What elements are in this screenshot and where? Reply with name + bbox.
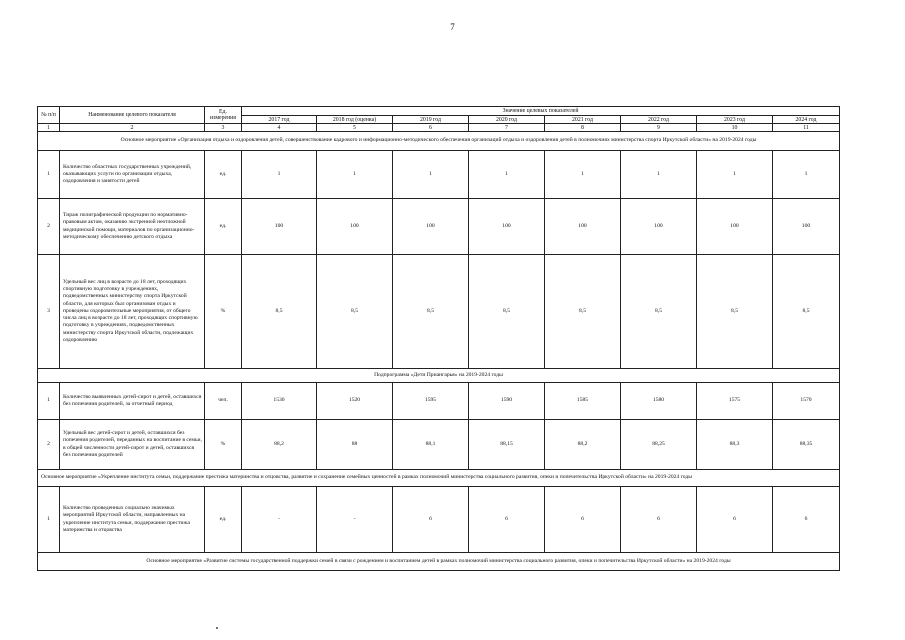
value-cell: 1	[242, 151, 317, 199]
indicator-name: Тираж полиграфической продукции по нормативно-правовым актам, оказанию экстренной неотложной медицинской помощи, материалов по организационно-методическому обеспечению детского отдыха	[60, 199, 205, 255]
section-title: Подпрограмма «Дети Приангарья» на 2019-2024 годы	[38, 369, 840, 383]
row-number: 1	[38, 487, 60, 553]
value-cell: 8,5	[621, 255, 697, 369]
section-row	[38, 553, 840, 571]
value-cell: 6	[393, 487, 469, 553]
table-row	[38, 487, 840, 553]
value-cell: 100	[773, 199, 840, 255]
page-number: 7	[450, 22, 455, 32]
value-cell: 6	[773, 487, 840, 553]
value-cell: 1	[621, 151, 697, 199]
column-number: 3	[205, 124, 242, 132]
unit-cell: чел.	[205, 383, 242, 420]
value-cell: 8,5	[697, 255, 773, 369]
column-number: 5	[317, 124, 393, 132]
value-cell: 1	[697, 151, 773, 199]
value-cell: 8,5	[469, 255, 545, 369]
value-cell: 8,5	[773, 255, 840, 369]
value-cell: -	[242, 487, 317, 553]
scan-speck	[216, 627, 218, 629]
value-cell: 1	[469, 151, 545, 199]
header-year: 2021 год	[545, 116, 621, 124]
value-cell: 1	[393, 151, 469, 199]
value-cell: 8,5	[242, 255, 317, 369]
value-cell: 6	[697, 487, 773, 553]
value-cell: 1530	[242, 383, 317, 420]
value-cell: 8,5	[545, 255, 621, 369]
value-cell: 88,25	[621, 420, 697, 470]
value-cell: 1580	[621, 383, 697, 420]
value-cell: 100	[469, 199, 545, 255]
value-cell: 6	[545, 487, 621, 553]
indicators-table	[37, 106, 840, 571]
value-cell: 88,1	[393, 420, 469, 470]
table-row	[38, 255, 840, 369]
column-number: 7	[469, 124, 545, 132]
indicator-name: Количество выявленных детей-сирот и детей, оставшихся без попечения родителей, за отчетный период	[60, 383, 205, 420]
unit-cell: %	[205, 420, 242, 470]
value-cell: 6	[469, 487, 545, 553]
value-cell: 100	[317, 199, 393, 255]
section-title: Основное мероприятие «Развитие системы государственной поддержки семей в связи с рождением и воспитанием детей в рамках полномочий министерства социального развития, опеки и попечительства Иркутской области» на 2019-2024 годы	[38, 553, 840, 571]
header-year: 2017 год	[242, 116, 317, 124]
indicator-name: Удельный вес детей-сирот и детей, оставшихся без попечения родителей, переданных на воспитание в семьи, в общей численности детей-сирот и детей, оставшихся без попечения родителей	[60, 420, 205, 470]
header-values-group: Значение целевых показателей	[242, 107, 840, 116]
value-cell: 1570	[773, 383, 840, 420]
value-cell: 100	[393, 199, 469, 255]
section-row	[38, 369, 840, 383]
value-cell: -	[317, 487, 393, 553]
value-cell: 1590	[469, 383, 545, 420]
row-number: 2	[38, 420, 60, 470]
header-year: 2019 год	[393, 116, 469, 124]
table-row	[38, 199, 840, 255]
header-year: 2018 год (оценка)	[317, 116, 393, 124]
column-number: 11	[773, 124, 840, 132]
header-year: 2020 год	[469, 116, 545, 124]
column-number: 4	[242, 124, 317, 132]
table-row	[38, 420, 840, 470]
value-cell: 1585	[545, 383, 621, 420]
unit-cell: ед.	[205, 487, 242, 553]
header-name: Наименование целевого показателя	[60, 107, 205, 124]
row-number: 1	[38, 383, 60, 420]
indicator-name: Количество областных государственных учреждений, оказывающих услуги по организации отдыха, оздоровления и занятости детей	[60, 151, 205, 199]
header-unit: Ед. измерения	[205, 107, 242, 124]
value-cell: 88,3	[697, 420, 773, 470]
unit-cell: %	[205, 255, 242, 369]
value-cell: 1	[773, 151, 840, 199]
value-cell: 1595	[393, 383, 469, 420]
section-row	[38, 470, 840, 487]
header-year: 2022 год	[621, 116, 697, 124]
column-number: 10	[697, 124, 773, 132]
value-cell: 8,5	[393, 255, 469, 369]
header-year: 2024 год	[773, 116, 840, 124]
row-number: 2	[38, 199, 60, 255]
section-title: Основное мероприятие «Укрепление института семьи, поддержание престижа материнства и отцовства, развитие и сохранение семейных ценностей в рамках полномочий министерства социального развития, опеки и попечительства Иркутской области» на 2019-2024 годы	[38, 470, 840, 487]
column-number: 8	[545, 124, 621, 132]
section-title: Основное мероприятие «Организация отдыха и оздоровления детей, совершенствование кадрового и информационно-методического обеспечения организаций отдыха и оздоровления детей в полномочиях министерства спорта Иркутской области» на 2019-2024 годы	[38, 132, 840, 151]
value-cell: 6	[621, 487, 697, 553]
value-cell: 1	[545, 151, 621, 199]
indicator-name: Удельный вес лиц в возрасте до 18 лет, проходящих спортивную подготовку в учреждениях, подведомственных министерству спорта Иркутской области, для которых был организован отдых и проведены оздоровительные мероприятия, от общего числа лиц в возрасте до 18 лет, проходящих спортивную подготовку в учреждениях, подведомственных министерству спорта Иркутской области, подлежащих оздоровлению	[60, 255, 205, 369]
table-row	[38, 151, 840, 199]
value-cell: 100	[697, 199, 773, 255]
value-cell: 88,2	[242, 420, 317, 470]
value-cell: 88,35	[773, 420, 840, 470]
value-cell: 8,5	[317, 255, 393, 369]
column-number: 2	[60, 124, 205, 132]
unit-cell: ед.	[205, 151, 242, 199]
unit-cell: ед.	[205, 199, 242, 255]
value-cell: 100	[621, 199, 697, 255]
row-number: 3	[38, 255, 60, 369]
value-cell: 1	[317, 151, 393, 199]
value-cell: 88,2	[545, 420, 621, 470]
value-cell: 1520	[317, 383, 393, 420]
column-number: 9	[621, 124, 697, 132]
column-number: 1	[38, 124, 60, 132]
value-cell: 100	[545, 199, 621, 255]
value-cell: 100	[242, 199, 317, 255]
table-row	[38, 383, 840, 420]
value-cell: 1575	[697, 383, 773, 420]
indicator-name: Количество проведенных социально значимых мероприятий Иркутской области, направленных на укрепление института семьи, поддержание престижа материнства и отцовства	[60, 487, 205, 553]
header-num: № п/п	[38, 107, 60, 124]
value-cell: 88,15	[469, 420, 545, 470]
value-cell: 88	[317, 420, 393, 470]
column-number: 6	[393, 124, 469, 132]
section-row	[38, 132, 840, 151]
row-number: 1	[38, 151, 60, 199]
header-year: 2023 год	[697, 116, 773, 124]
